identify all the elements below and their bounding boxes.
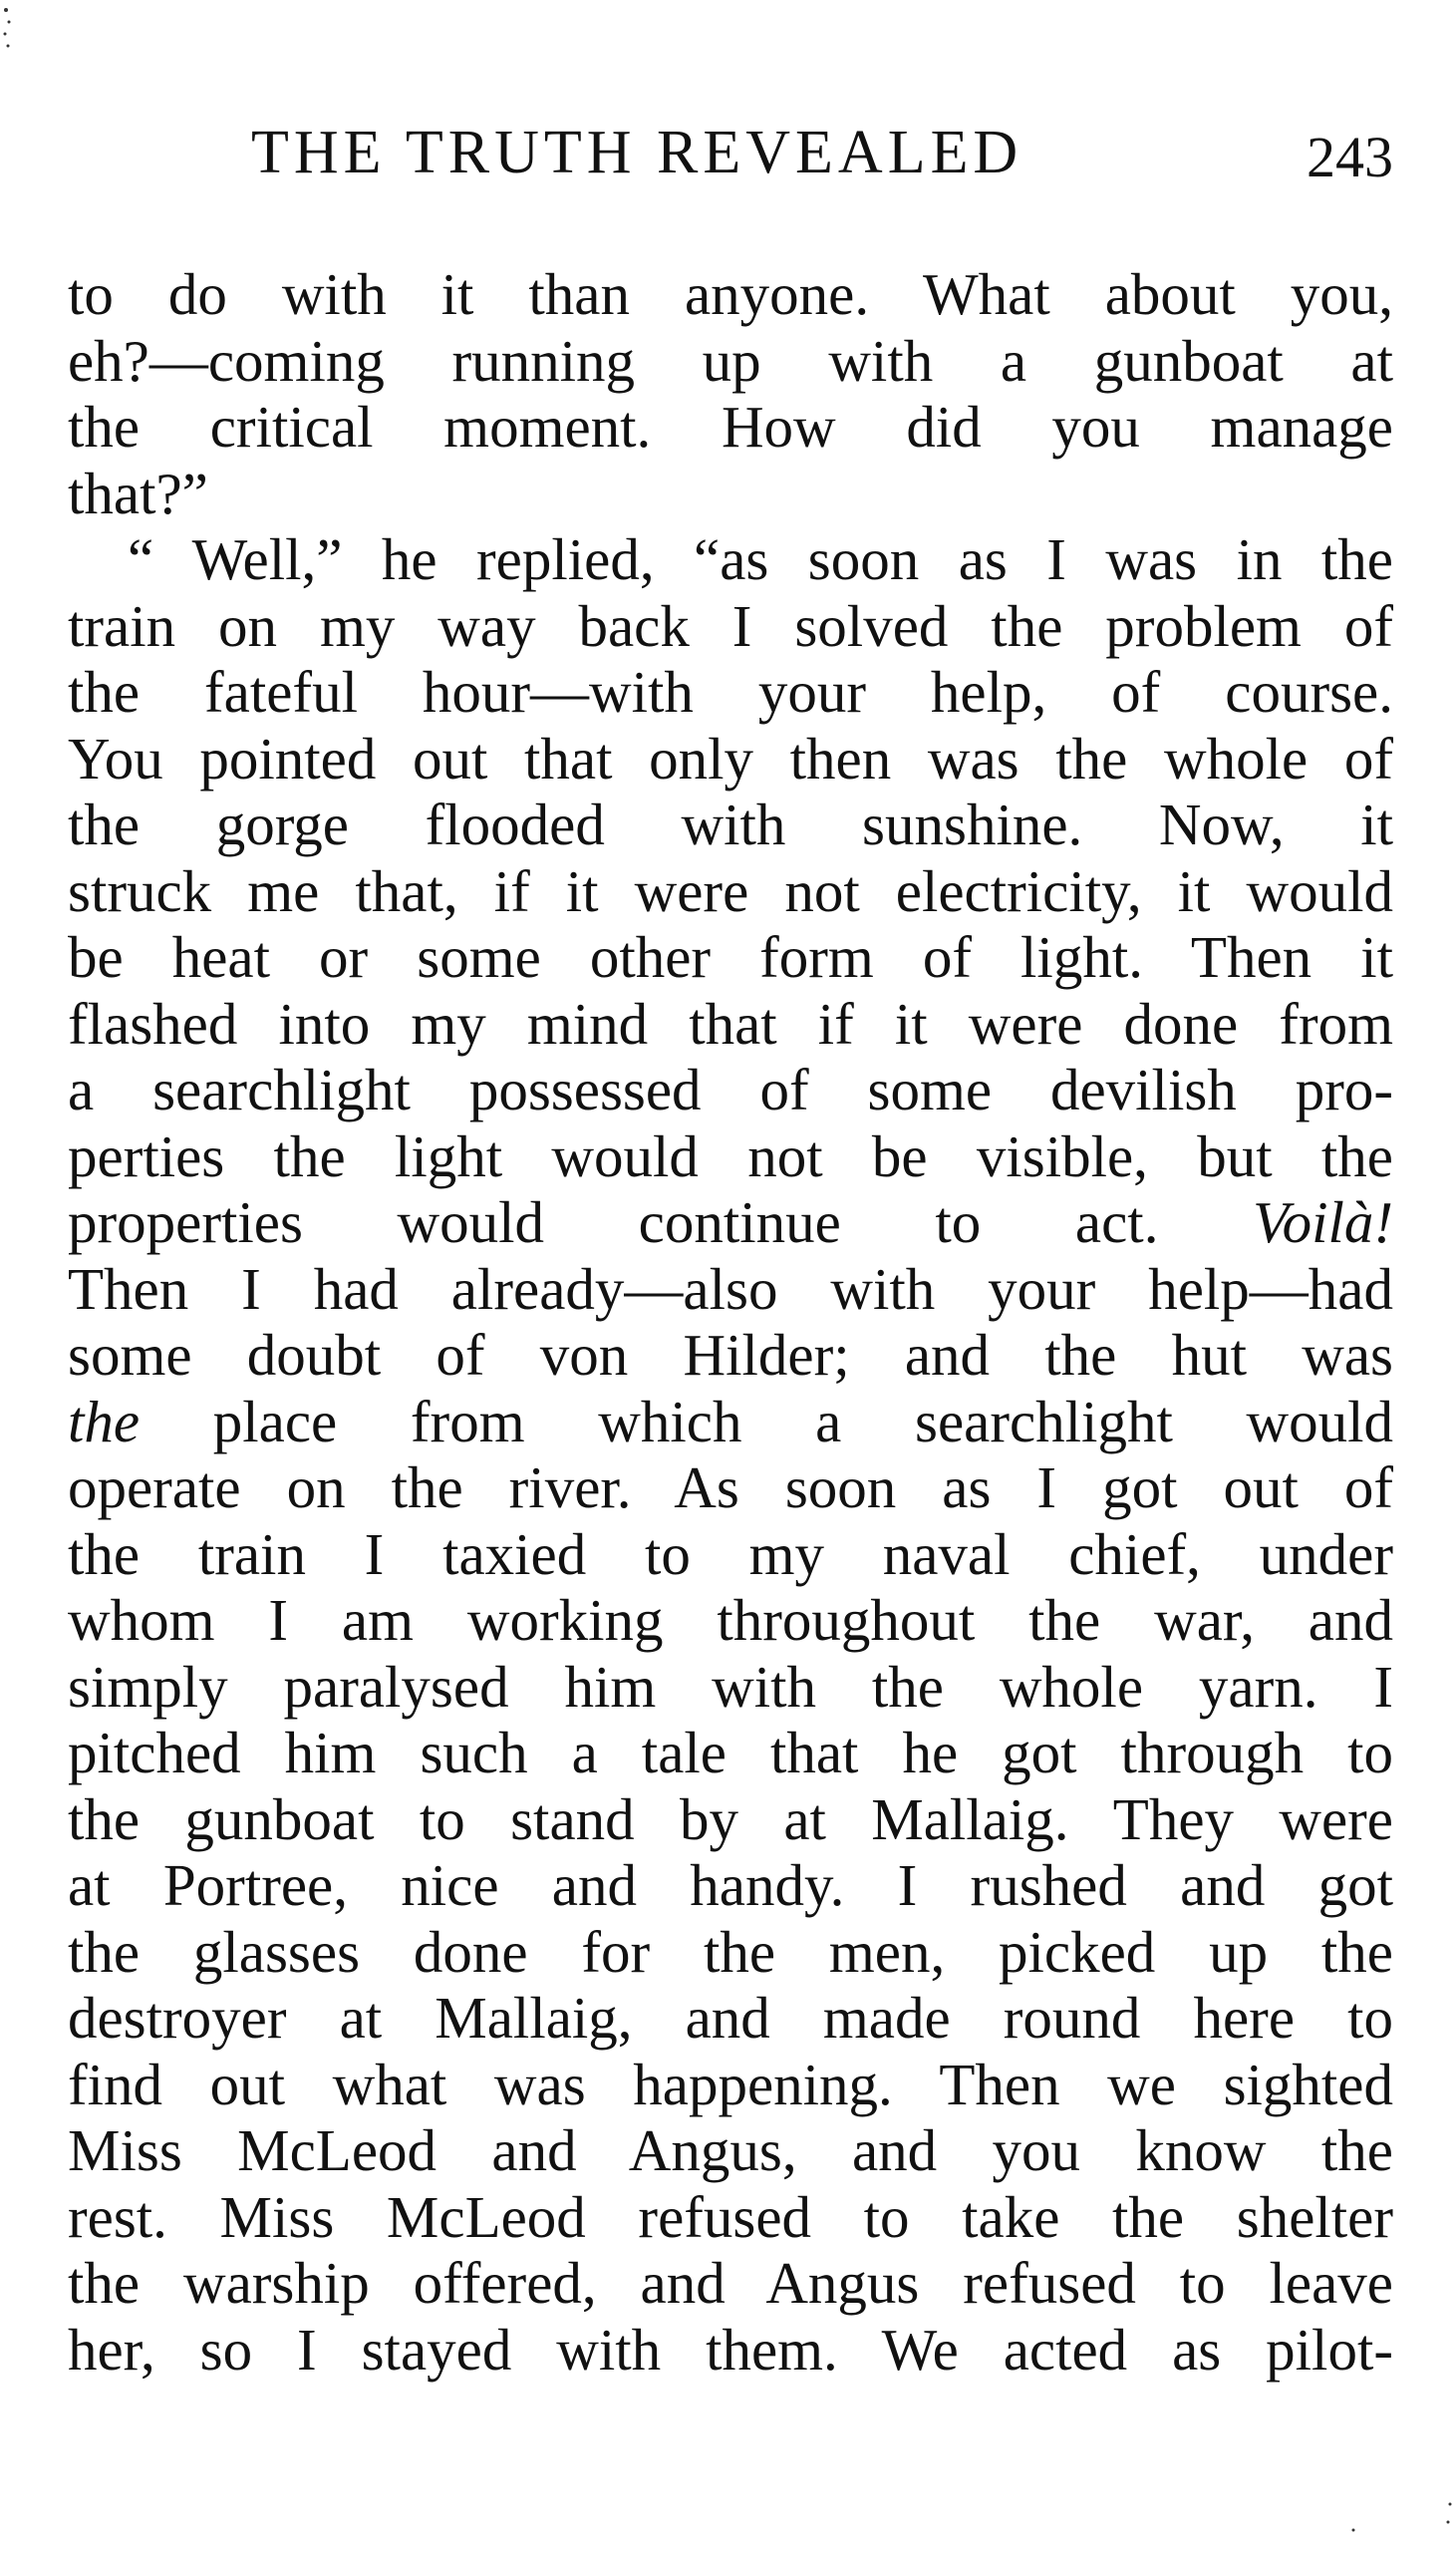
text-line: You pointed out that only then was the whole of [68, 725, 1393, 792]
italic-word-the: the [68, 1388, 141, 1454]
page-number: 243 [1307, 125, 1393, 189]
text-line: her, so I stayed with them. We acted as pilot- [68, 2316, 1393, 2383]
text-line: a searchlight possessed of some devilish pro- [68, 1057, 1393, 1122]
running-title: THE TRUTH REVEALED [251, 119, 1023, 186]
running-head [68, 118, 1393, 207]
text-line: the warship offered, and Angus refused to leave [68, 2250, 1393, 2316]
text-line: Then I had already—also with your help—had [68, 1255, 1393, 1322]
text-line: be heat or some other form of light. Then it [68, 924, 1393, 990]
text-line: destroyer at Mallaig, and made round here to [68, 1985, 1393, 2051]
text-line: pitched him such a tale that he got through to [68, 1720, 1393, 1785]
body-text [68, 261, 1393, 2383]
text-segment: properties would continue to act. [68, 1189, 1159, 1255]
text-segment: place from which a searchlight would [212, 1388, 1394, 1454]
text-line: the gunboat to stand by at Mallaig. They were [68, 1785, 1393, 1852]
text-line: that?” [68, 460, 208, 526]
text-line: find out what was happening. Then we sighted [68, 2051, 1393, 2117]
text-line: some doubt of von Hilder; and the hut was [68, 1322, 1393, 1388]
italic-word-voila: Voilà! [1253, 1189, 1394, 1255]
text-line: the glasses done for the men, picked up the [68, 1918, 1393, 1985]
text-line: train on my way back I solved the problem of [68, 592, 1393, 659]
text-line: “ Well,” he replied, “as soon as I was in the [128, 526, 1393, 592]
text-line [68, 1189, 1393, 1256]
text-line: operate on the river. As soon as I got out of [68, 1454, 1393, 1520]
text-line: eh?—coming running up with a gunboat at [68, 327, 1393, 394]
text-line: the gorge flooded with sunshine. Now, it [68, 792, 1393, 857]
text-line: struck me that, if it were not electricity, it would [68, 857, 1393, 924]
text-line: the critical moment. How did you manage [68, 394, 1393, 460]
text-line: the train I taxied to my naval chief, under [68, 1520, 1393, 1587]
text-line: Miss McLeod and Angus, and you know the [68, 2117, 1393, 2183]
text-line: whom I am working throughout the war, and [68, 1587, 1393, 1653]
text-line: simply paralysed him with the whole yarn. I [68, 1653, 1393, 1720]
text-line: rest. Miss McLeod refused to take the shelter [68, 2183, 1393, 2250]
text-line: the fateful hour—with your help, of course. [68, 659, 1393, 725]
text-line [68, 1389, 1393, 1455]
text-line: at Portree, nice and handy. I rushed and got [68, 1852, 1393, 1918]
text-line: perties the light would not be visible, but the [68, 1122, 1393, 1189]
text-line: flashed into my mind that if it were done from [68, 990, 1393, 1057]
text-line: to do with it than anyone. What about you, [68, 261, 1393, 327]
